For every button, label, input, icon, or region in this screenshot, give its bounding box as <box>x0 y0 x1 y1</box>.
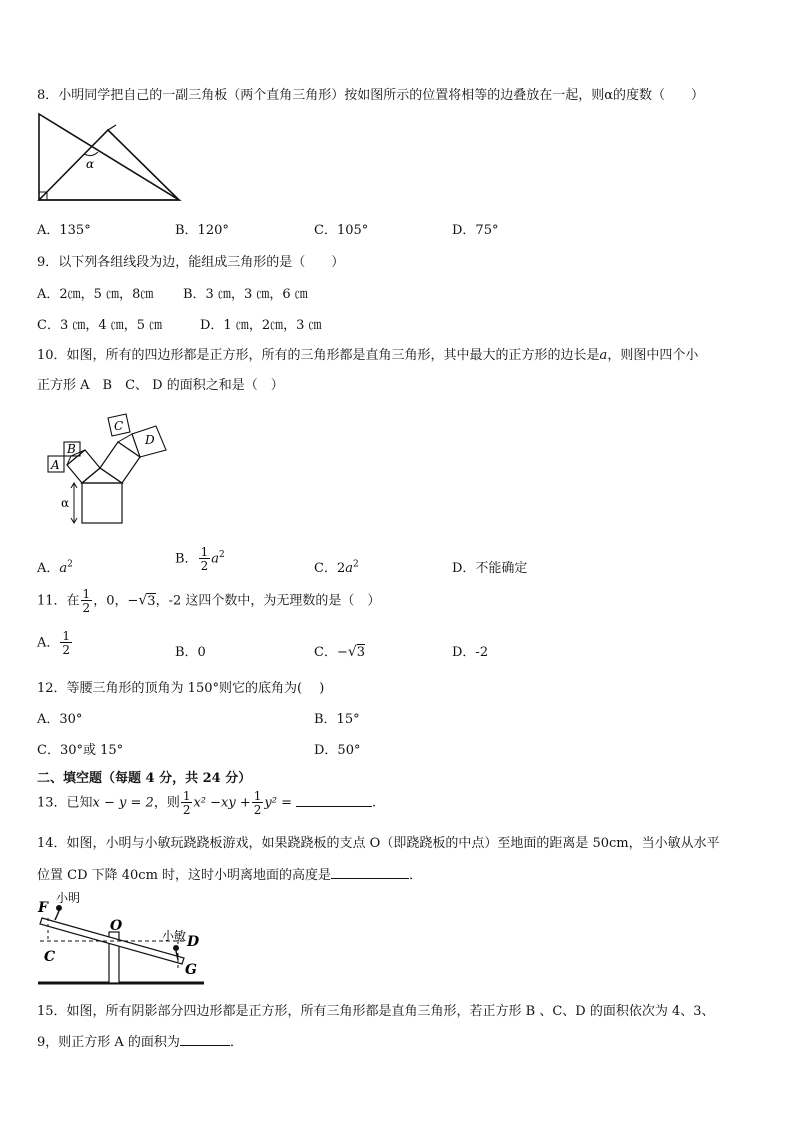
q11-option-d[interactable]: D．-2 <box>452 645 489 660</box>
svg-text:A: A <box>51 458 60 472</box>
q14-line2: 位置 CD 下降 40cm 时，这时小明离地面的高度是 ． <box>37 868 423 883</box>
q9-option-a[interactable]: A．2㎝，5 ㎝，8㎝ <box>37 287 154 302</box>
q10-stem-line2: 正方形 A B C、 D 的面积之和是（ ） <box>37 378 284 393</box>
q10-option-c[interactable]: C．$2a^2$ <box>314 559 359 576</box>
q8-option-b[interactable]: B．120° <box>175 223 229 238</box>
section2-title: 二、填空题（每题 4 分，共 24 分） <box>37 771 252 786</box>
q11-stem: 11．在 $\frac{1}{2}$ ，0，−√3，-2 这四个数中，为无理数的是（ ） <box>37 587 381 615</box>
q14-line1: 14．如图，小明与小敏玩跷跷板游戏，如果跷跷板的支点 O（即跷跷板的中点）至地面的距离是 50cm，当小敏从水平 <box>37 836 720 851</box>
q10-option-d[interactable]: D．不能确定 <box>452 561 528 576</box>
svg-text:D: D <box>145 433 155 447</box>
q14-answer-blank[interactable] <box>331 866 409 879</box>
q10-option-b[interactable]: B． $\frac{1}{2}$ $a^2$ <box>175 545 225 573</box>
q12-stem: 12．等腰三角形的顶角为 150°则它的底角为( ) <box>37 681 325 696</box>
q8-option-d[interactable]: D．75° <box>452 223 499 238</box>
q15-line1: 15．如图，所有阴影部分四边形都是正方形，所有三角形都是直角三角形，若正方形 B 、C、D 的面积依次为 4、3、 <box>37 1004 715 1019</box>
svg-text:C: C <box>114 419 124 433</box>
q9-stem: 9．以下列各组线段为边，能组成三角形的是（ ） <box>37 255 345 270</box>
q10-stem-line1 <box>37 344 698 363</box>
q9-option-d[interactable]: D．1 ㎝，2㎝，3 ㎝ <box>200 318 322 333</box>
svg-text:F: F <box>38 900 48 916</box>
q10-var-a: a <box>599 348 608 363</box>
svg-text:G: G <box>185 962 197 978</box>
q10-stem-text-end: ，则图中四个小 <box>607 348 699 363</box>
svg-text:小明: 小明 <box>56 891 81 905</box>
q10-option-a[interactable]: A．$a^2$ <box>37 559 73 576</box>
q12-option-d[interactable]: D．50° <box>314 743 361 758</box>
svg-text:O: O <box>110 918 123 934</box>
q14-seesaw-figure <box>36 886 206 986</box>
q11-option-c[interactable]: C．−√3 <box>314 644 366 660</box>
q15-line2: 9，则正方形 A 的面积为 ． <box>37 1035 243 1050</box>
svg-text:C: C <box>44 949 56 965</box>
q10-stem-text: 10．如图，所有的四边形都是正方形，所有的三角形都是直角三角形，其中最大的正方形的边长是 <box>37 348 600 363</box>
q12-option-b[interactable]: B．15° <box>314 712 360 727</box>
q8-option-a[interactable]: A．135° <box>37 223 91 238</box>
q9-option-c[interactable]: C．3 ㎝，4 ㎝，5 ㎝ <box>37 318 163 333</box>
q8-stem: 8．小明同学把自己的一副三角板（两个直角三角形）按如图所示的位置将相等的边叠放在一起，则α的度数（ ） <box>37 88 705 103</box>
q9-option-b[interactable]: B．3 ㎝，3 ㎝，6 ㎝ <box>183 287 308 302</box>
q12-option-a[interactable]: A．30° <box>37 712 83 727</box>
q8-triangle-2 <box>39 130 179 200</box>
q8-alpha-label: α <box>86 157 95 171</box>
svg-text:B: B <box>67 442 76 456</box>
q12-option-c[interactable]: C．30°或 15° <box>37 743 124 758</box>
q8-option-c[interactable]: C．105° <box>314 223 369 238</box>
q11-option-b[interactable]: B．0 <box>175 645 206 660</box>
q8-figure <box>36 112 186 204</box>
q13-answer-blank[interactable] <box>296 794 372 807</box>
q15-answer-blank[interactable] <box>180 1033 230 1046</box>
q10-big-square <box>82 483 122 523</box>
q13-stem: 13．已知x − y = 2，则 $\frac{1}{2}$ x² −xy + $\frac{1}{2}$ y² = . <box>37 789 377 817</box>
svg-text:α: α <box>61 496 70 510</box>
q10-figure <box>44 408 174 526</box>
q11-option-a[interactable]: A． $\frac{1}{2}$ <box>37 629 71 657</box>
svg-text:小敏: 小敏 <box>162 929 187 943</box>
svg-text:D: D <box>187 934 200 950</box>
